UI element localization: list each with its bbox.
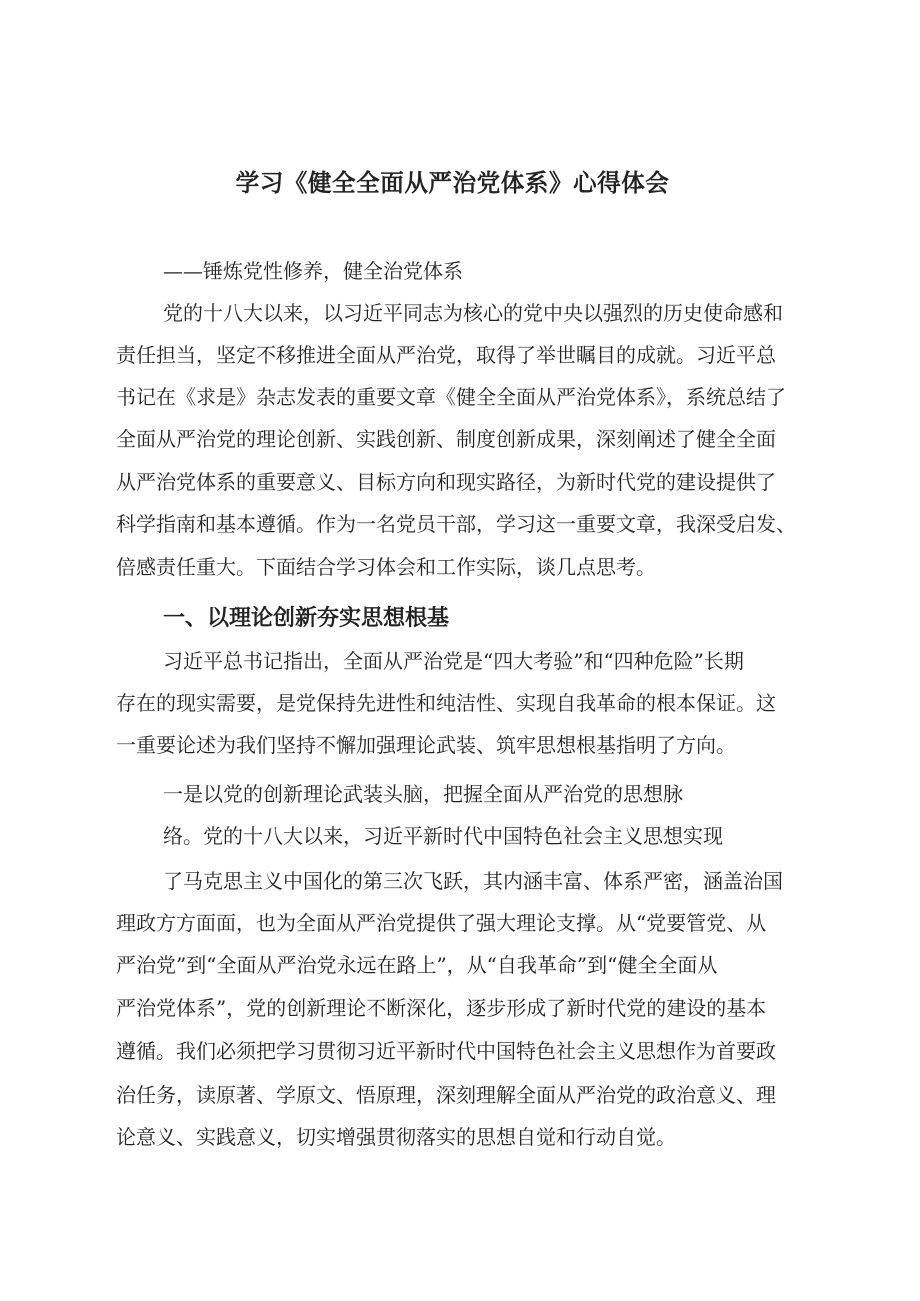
subtitle: ——锤炼党性修养，健全治党体系 — [163, 259, 463, 283]
page-title: 学习《健全全面从严治党体系》心得体会 — [235, 169, 670, 197]
paragraph-line: 理政方方面面，也为全面从严治党提供了强大理论支撑。从“党要管党、从 — [116, 911, 767, 935]
paragraph-line: 科学指南和基本遵循。作为一名党员干部，学习这一重要文章，我深受启发、 — [116, 512, 796, 536]
paragraph-line: 遵循。我们必须把学习贯彻习近平新时代中国特色社会主义思想作为首要政 — [116, 1039, 776, 1063]
paragraph-line: 了马克思主义中国化的第三次飞跃，其内涵丰富、体系严密，涵盖治国 — [163, 869, 783, 893]
paragraph-line: 严治党体系”，党的创新理论不断深化，逐步形成了新时代党的建设的基本 — [116, 996, 767, 1020]
paragraph-line: 存在的现实需要，是党保持先进性和纯洁性、实现自我革命的根本保证。这 — [116, 691, 776, 715]
paragraph-line: 严治党”到“全面从严治党永远在路上”，从“自我革命”到“健全全面从 — [116, 953, 718, 977]
paragraph-line: 一重要论述为我们坚持不懈加强理论武装、筑牢思想根基指明了方向。 — [116, 733, 736, 757]
paragraph-line: 一是以党的创新理论武装头脑，把握全面从严治党的思想脉 — [163, 782, 683, 806]
paragraph-line: 习近平总书记指出，全面从严治党是“四大考验”和“四种危险”长期 — [163, 649, 744, 673]
paragraph-line: 论意义、实践意义，切实增强贯彻落实的思想自觉和行动自觉。 — [116, 1125, 676, 1149]
paragraph-line: 从严治党体系的重要意义、目标方向和现实路径，为新时代党的建设提供了 — [116, 470, 776, 494]
paragraph-line: 络。党的十八大以来，习近平新时代中国特色社会主义思想实现 — [163, 824, 723, 848]
paragraph-line: 倍感责任重大。下面结合学习体会和工作实际，谈几点思考。 — [116, 555, 656, 579]
paragraph-line: 党的十八大以来，以习近平同志为核心的党中央以强烈的历史使命感和 — [163, 301, 783, 325]
section-heading: 一、以理论创新夯实思想根基 — [163, 606, 450, 631]
paragraph-line: 责任担当，坚定不移推进全面从严治党，取得了举世瞩目的成就。习近平总 — [116, 343, 776, 367]
paragraph-line: 全面从严治党的理论创新、实践创新、制度创新成果，深刻阐述了健全全面 — [116, 427, 776, 451]
paragraph-line: 书记在《求是》杂志发表的重要文章《健全全面从严治党体系》，系统总结了 — [116, 385, 786, 409]
paragraph-line: 治任务，读原著、学原文、悟原理，深刻理解全面从严治党的政治意义、理 — [116, 1083, 776, 1107]
